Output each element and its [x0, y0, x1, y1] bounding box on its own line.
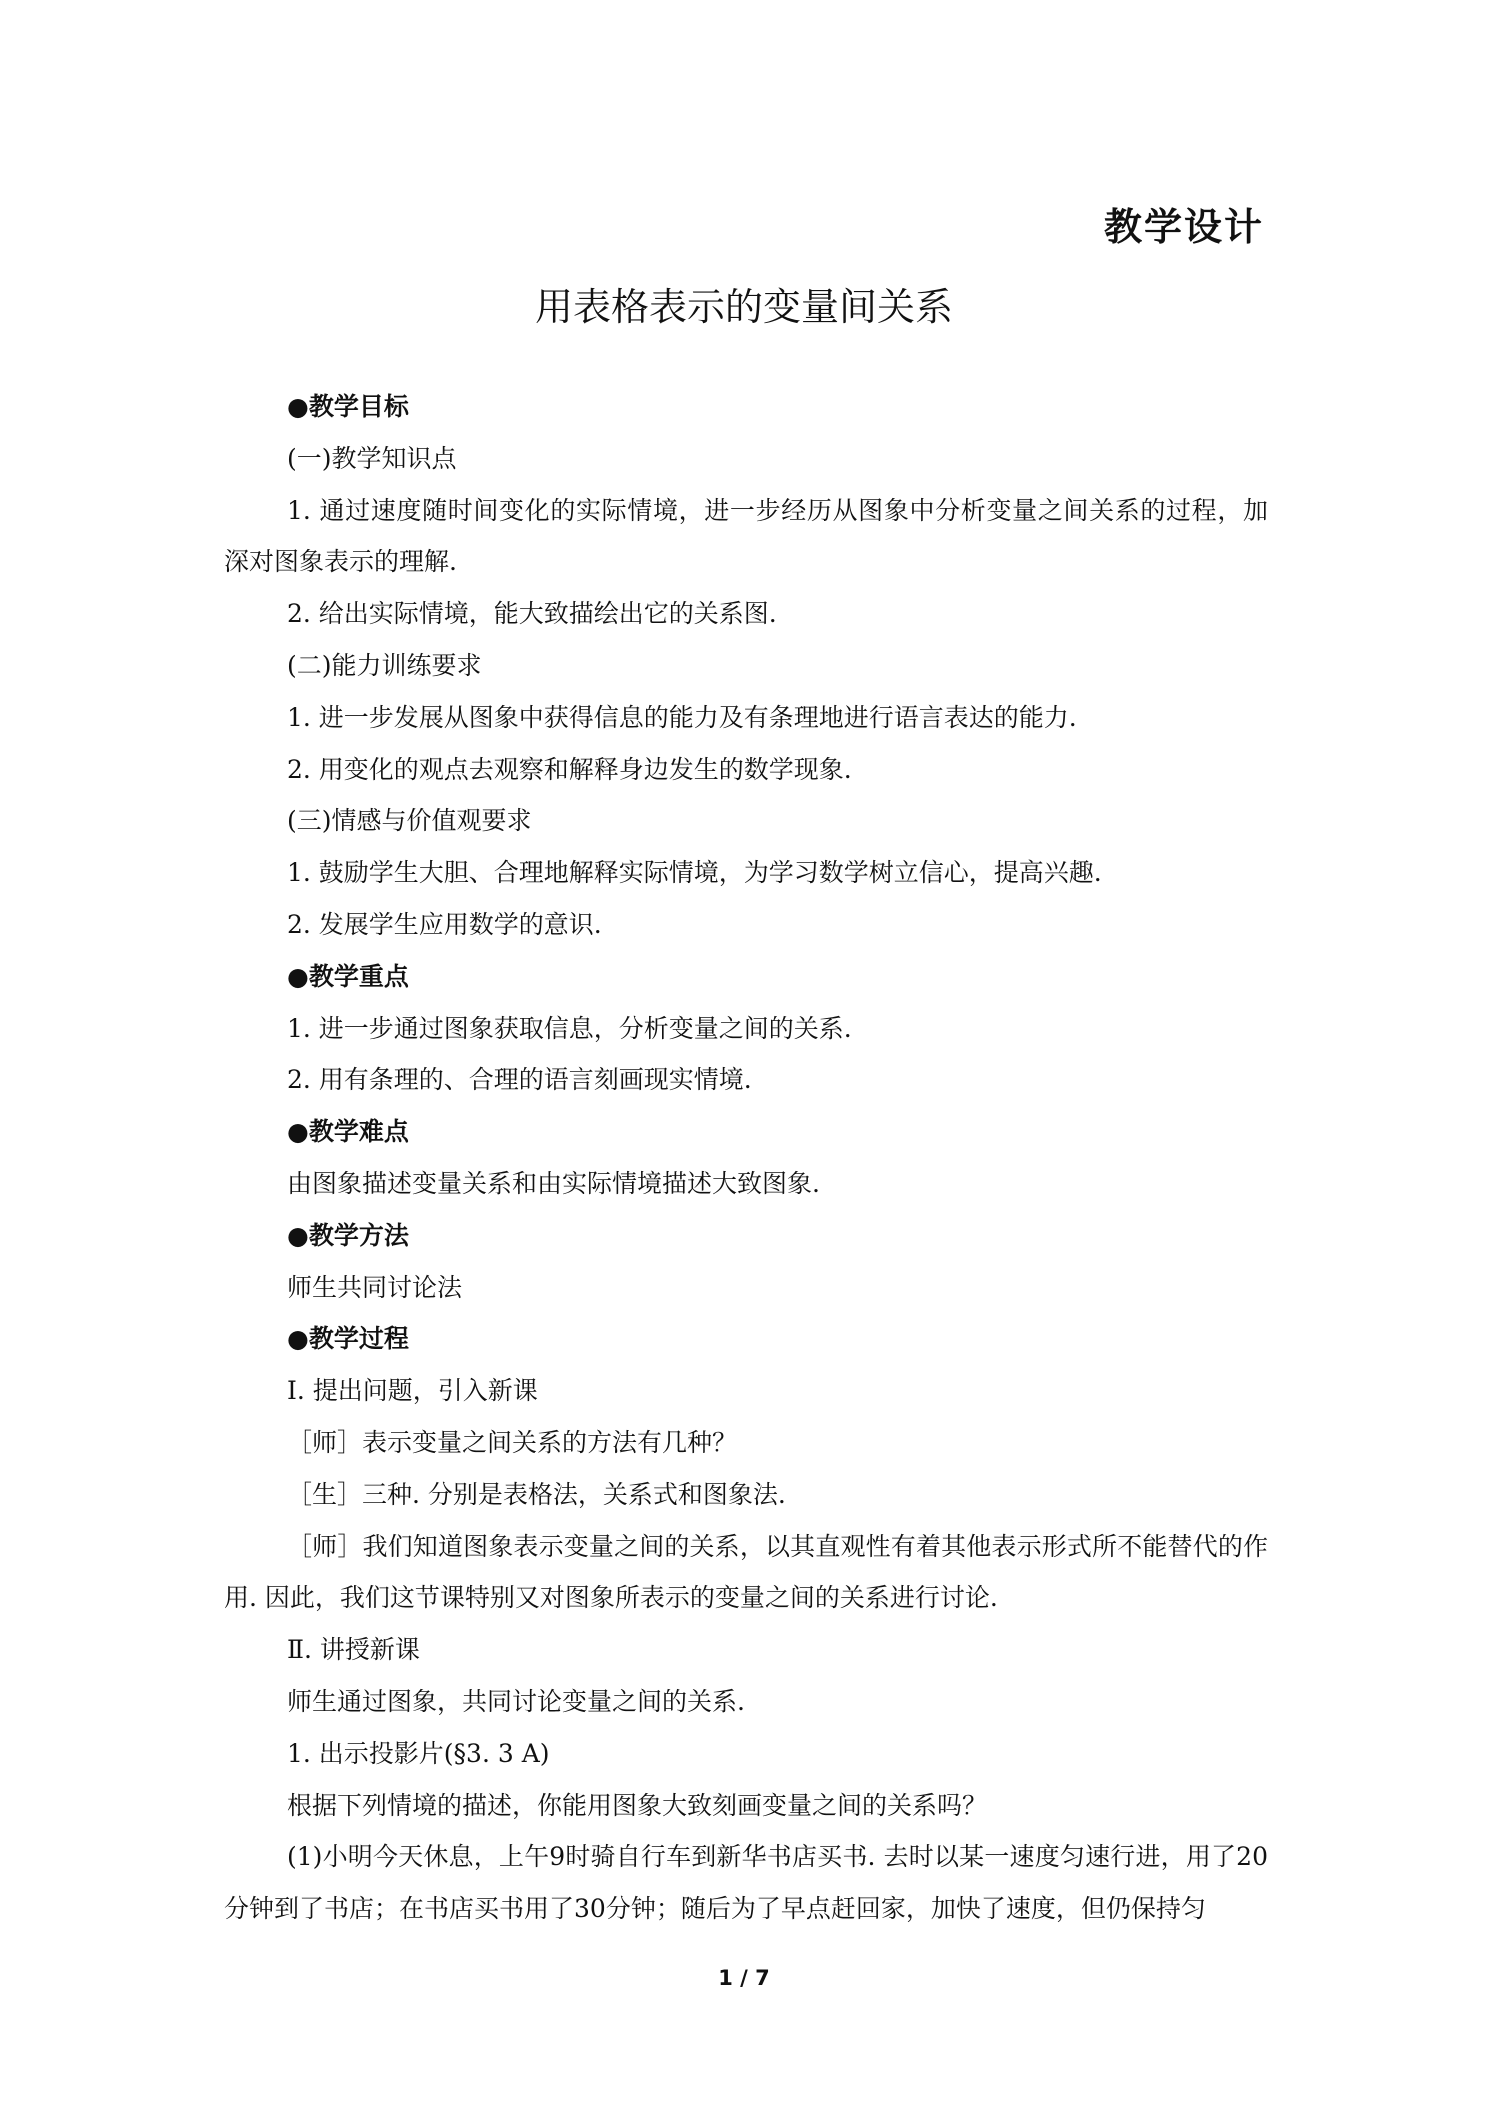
- paragraph: Ⅰ. 提出问题，引入新课: [287, 1376, 538, 1406]
- paragraph: ［生］三种. 分别是表格法，关系式和图象法.: [287, 1479, 786, 1509]
- paragraph: 师生共同讨论法: [287, 1272, 463, 1302]
- paragraph: 1. 鼓励学生大胆、合理地解释实际情境，为学习数学树立信心，提高兴趣.: [287, 858, 1102, 888]
- document-type-label: 教学设计: [1103, 205, 1264, 249]
- paragraph: 由图象描述变量关系和由实际情境描述大致图象.: [287, 1168, 820, 1198]
- paragraph: Ⅱ. 讲授新课: [287, 1635, 420, 1665]
- paragraph: ［师］我们知道图象表示变量之间的关系，以其直观性有着其他表示形式所不能替代的作用. 因此，我们这节课特别又对图象所表示的变量之间的关系进行讨论.: [224, 1531, 1268, 1613]
- section-heading: ●教学重点: [287, 961, 409, 991]
- paragraph: 1. 通过速度随时间变化的实际情境，进一步经历从图象中分析变量之间关系的过程，加深对图象表示的理解.: [224, 495, 1268, 577]
- paragraph: 1. 进一步通过图象获取信息，分析变量之间的关系.: [287, 1013, 852, 1043]
- section-heading: ●教学难点: [287, 1117, 409, 1147]
- paragraph: 2. 发展学生应用数学的意识.: [287, 909, 602, 939]
- paragraph: 2. 用变化的观点去观察和解释身边发生的数学现象.: [287, 754, 852, 784]
- paragraph: (二)能力训练要求: [287, 650, 482, 680]
- paragraph: 1. 进一步发展从图象中获得信息的能力及有条理地进行语言表达的能力.: [287, 702, 1077, 732]
- paragraph: ［师］表示变量之间关系的方法有几种？: [287, 1427, 738, 1457]
- section-heading: ●教学过程: [287, 1324, 409, 1354]
- paragraph: 1. 出示投影片(§3. 3 A): [287, 1738, 550, 1768]
- section-heading: ●教学目标: [287, 392, 409, 421]
- paragraph: 2. 给出实际情境，能大致描绘出它的关系图.: [287, 599, 777, 629]
- paragraph: (一)教学知识点: [287, 443, 457, 473]
- paragraph: (三)情感与价值观要求: [287, 806, 532, 836]
- document-title: 用表格表示的变量间关系: [534, 285, 953, 329]
- paragraph: 2. 用有条理的、合理的语言刻画现实情境.: [287, 1065, 752, 1095]
- page-number: 1 / 7: [718, 1966, 770, 1990]
- paragraph: (1)小明今天休息，上午9时骑自行车到新华书店买书. 去时以某一速度匀速行进，用了20分钟到了书店；在书店买书用了30分钟；随后为了早点赶回家，加快了速度，但仍保持匀: [224, 1842, 1268, 1924]
- paragraph: 根据下列情境的描述，你能用图象大致刻画变量之间的关系吗？: [287, 1790, 988, 1820]
- document-body: [224, 381, 1268, 1935]
- section-heading: ●教学方法: [287, 1220, 409, 1250]
- paragraph: 师生通过图象，共同讨论变量之间的关系.: [287, 1686, 745, 1716]
